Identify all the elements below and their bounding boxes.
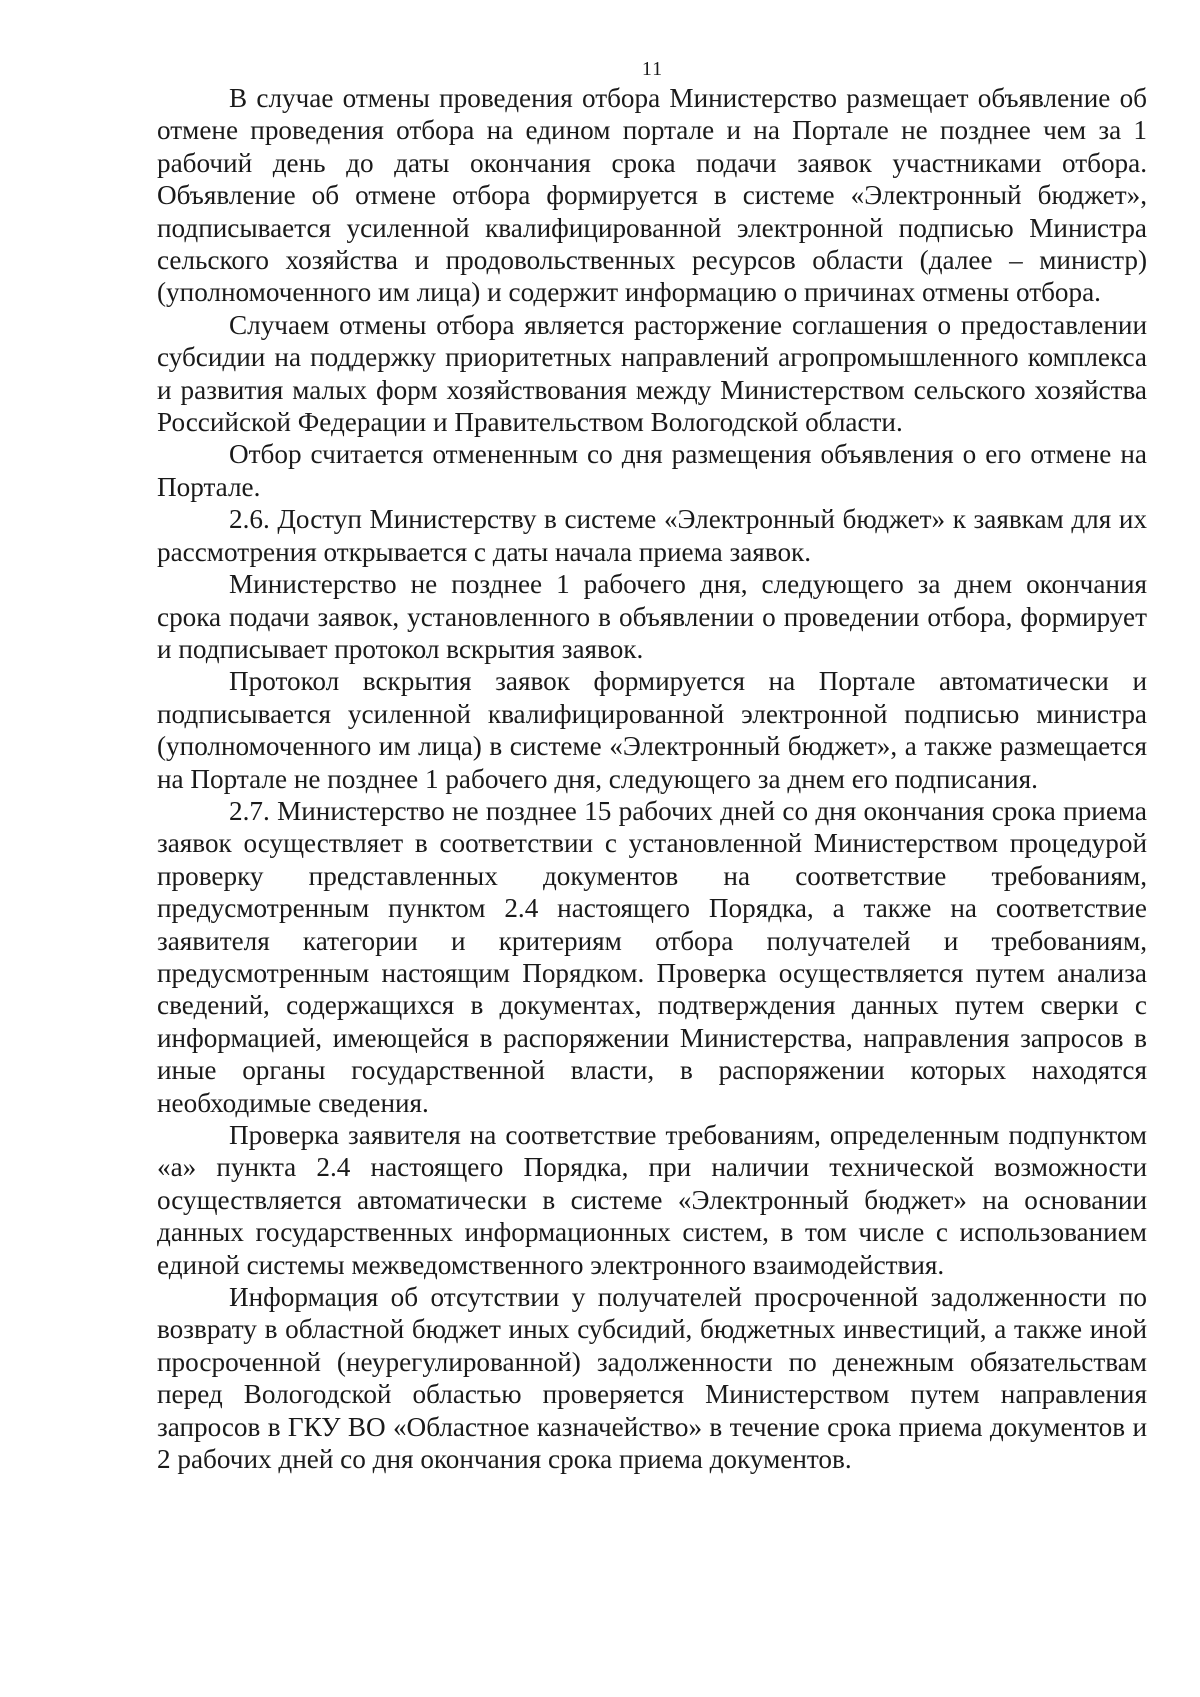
paragraph-cancellation-notice: В случае отмены проведения отбора Министерство размещает объявление об отмене проведения отбора на едином портале и на Портале не позднее чем за 1 рабочий день до даты окончания срока подачи заявок участниками отбора. Объявление об отмене отбора формируется в системе «Электронный бюджет», подписывается усиленной квалифицированной электронной подписью Министра сельского хозяйства и продовольственных ресурсов области (далее – министр) (уполномоченного им лица) и содержит информацию о причинах отмены отбора. [157, 83, 1147, 308]
page-number: 11 [641, 58, 664, 80]
paragraph-protocol-signing: Протокол вскрытия заявок формируется на Портале автоматически и подписывается усиленной квалифицированной электронной подписью министра (уполномоченного им лица) в системе «Электронный бюджет», а также размещается на Портале не позднее 1 рабочего дня, следующего за днем его подписания. [157, 666, 1147, 794]
paragraph-automatic-check: Проверка заявителя на соответствие требованиям, определенным подпунктом «а» пункта 2.4 настоящего Порядка, при наличии технической возможности осуществляется автоматически в системе «Электронный бюджет» на основании данных государственных информационных систем, в том числе с использованием единой системы межведомственного электронного взаимодействия. [157, 1120, 1147, 1280]
document-body [157, 82, 1147, 1475]
paragraph-opening-protocol: Министерство не позднее 1 рабочего дня, следующего за днем окончания срока подачи заявок, установленного в объявлении о проведении отбора, формирует и подписывает протокол вскрытия заявок. [157, 569, 1147, 664]
paragraph-debt-check: Информация об отсутствии у получателей просроченной задолженности по возврату в областной бюджет иных субсидий, бюджетных инвестиций, а также иной просроченной (неурегулированной) задолженности по денежным обязательствам перед Вологодской областью проверяется Министерством путем направления запросов в ГКУ ВО «Областное казначейство» в течение срока приема документов и 2 рабочих дней со дня окончания срока приема документов. [157, 1282, 1147, 1475]
paragraph-cancellation-effective: Отбор считается отмененным со дня размещения объявления о его отмене на Портале. [157, 439, 1147, 502]
paragraph-cancellation-case: Случаем отмены отбора является расторжение соглашения о предоставлении субсидии на поддержку приоритетных направлений агропромышленного комплекса и развития малых форм хозяйствования между Министерством сельского хозяйства Российской Федерации и Правительством Вологодской области. [157, 309, 1147, 438]
paragraph-section-2-7: 2.7. Министерство не позднее 15 рабочих дней со дня окончания срока приема заявок осуществляет в соответствии с установленной Министерством процедурой проверку представленных документов на соответствие требованиям, предусмотренным пунктом 2.4 настоящего Порядка, а также на соответствие заявителя категории и критериям отбора получателей и требованиям, предусмотренным настоящим Порядком. Проверка осуществляется путем анализа сведений, содержащихся в документах, подтверждения данных путем сверки с информацией, имеющейся в распоряжении Министерства, направления запросов в иные органы государственной власти, в распоряжении которых находятся необходимые сведения. [157, 795, 1147, 1118]
paragraph-section-2-6: 2.6. Доступ Министерству в системе «Электронный бюджет» к заявкам для их рассмотрения открывается с даты начала приема заявок. [157, 504, 1147, 567]
